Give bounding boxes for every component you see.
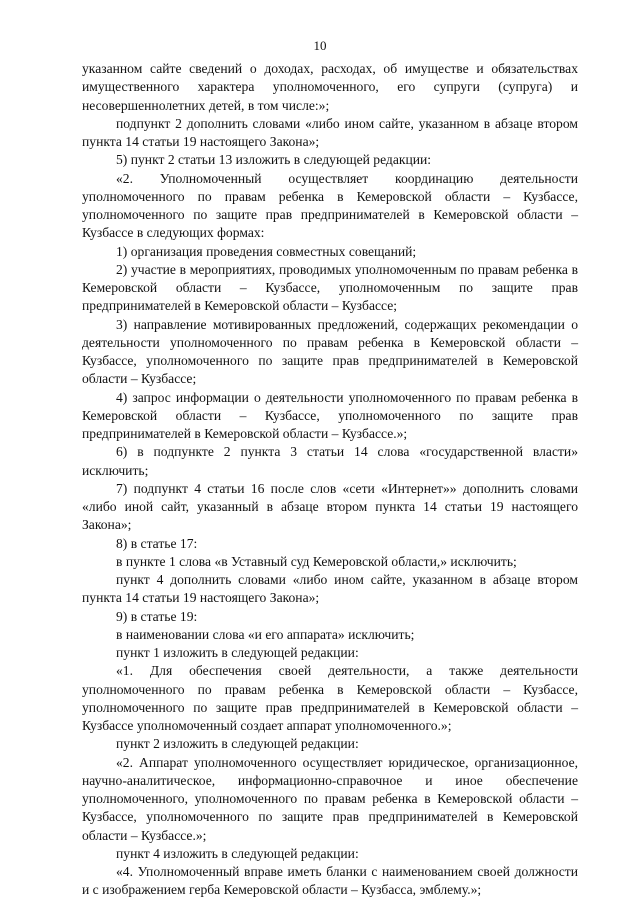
paragraph: 3) направление мотивированных предложений, содержащих рекомендации о деятельности уполномоченного по правам ребенка в Кемеровской области – Кузбассе, уполномоченного по защите прав предпринимателей в Кемеровской области – Кузбассе; xyxy=(82,316,578,387)
paragraph: указанном сайте сведений о доходах, расходах, об имуществе и обязательствах имущественного характера уполномоченного, его супруги (супруга) и несовершеннолетних детей, в том числе:»; xyxy=(82,61,578,113)
paragraph: 9) в статье 19: xyxy=(116,608,198,624)
paragraph: пункт 4 изложить в следующей редакции: xyxy=(116,845,359,861)
paragraph: 7) подпункт 4 статьи 16 после слов «сети «Интернет»» дополнить словами «либо иной сайт, указанный в абзаце втором пункта 14 статьи 19 настоящего Закона»; xyxy=(82,480,578,533)
paragraph: 6) в подпункте 2 пункта 3 статьи 14 слова «государственной власти» исключить; xyxy=(82,444,578,478)
paragraph: в пункте 1 слова «в Уставный суд Кемеровской области,» исключить; xyxy=(116,553,517,569)
paragraph: «2. Аппарат уполномоченного осуществляет юридическое, организационное, научно-аналитическое, информационно-справочное и иное обеспечение уполномоченного, уполномоченного по правам ребенка в Кемеровской области – Кузбассе, уполномоченного по защите прав предпринимателей в Кемеровской области – Кузбассе.»; xyxy=(82,754,578,843)
paragraph: «4. Уполномоченный вправе иметь бланки с наименованием своей должности и с изображением герба Кемеровской области – Кузбасса, эмблему.»; xyxy=(82,864,578,898)
paragraph: 4) запрос информации о деятельности уполномоченного по правам ребенка в Кемеровской области – Кузбассе, уполномоченного по защите прав предпринимателей в Кемеровской области – Кузбассе.»; xyxy=(82,389,578,441)
paragraph: 8) в статье 17: xyxy=(116,535,198,551)
paragraph: пункт 1 изложить в следующей редакции: xyxy=(116,645,359,660)
paragraph: «2. Уполномоченный осуществляет координацию деятельности уполномоченного по правам ребенка в Кемеровской области – Кузбассе, уполномоченного по защите прав предпринимателей в Кемеровской области – Кузбассе в следующих формах: xyxy=(82,170,578,241)
page-number: 10 xyxy=(313,38,327,53)
paragraph: «1. Для обеспечения своей деятельности, а также деятельности уполномоченного по правам ребенка в Кемеровской области – Кузбассе, уполномоченного по защите прав предпринимателей в Кемеровской области – Кузбассе уполномоченный создает аппарат уполномоченного.»; xyxy=(82,663,578,733)
paragraph: 5) пункт 2 статьи 13 изложить в следующей редакции: xyxy=(116,152,432,168)
document-body xyxy=(82,60,578,900)
paragraph: в наименовании слова «и его аппарата» исключить; xyxy=(116,626,415,642)
paragraph: пункт 2 изложить в следующей редакции: xyxy=(116,736,359,752)
paragraph: пункт 4 дополнить словами «либо ином сайте, указанном в абзаце втором пункта 14 статьи 19 настоящего Закона»; xyxy=(82,572,578,606)
paragraph: подпункт 2 дополнить словами «либо ином сайте, указанном в абзаце втором пункта 14 статьи 19 настоящего Закона»; xyxy=(82,115,578,149)
paragraph: 1) организация проведения совместных совещаний; xyxy=(116,243,417,259)
paragraph: 2) участие в мероприятиях, проводимых уполномоченным по правам ребенка в Кемеровской области – Кузбассе, уполномоченным по защите прав предпринимателей в Кемеровской области – Кузбассе; xyxy=(82,261,578,314)
